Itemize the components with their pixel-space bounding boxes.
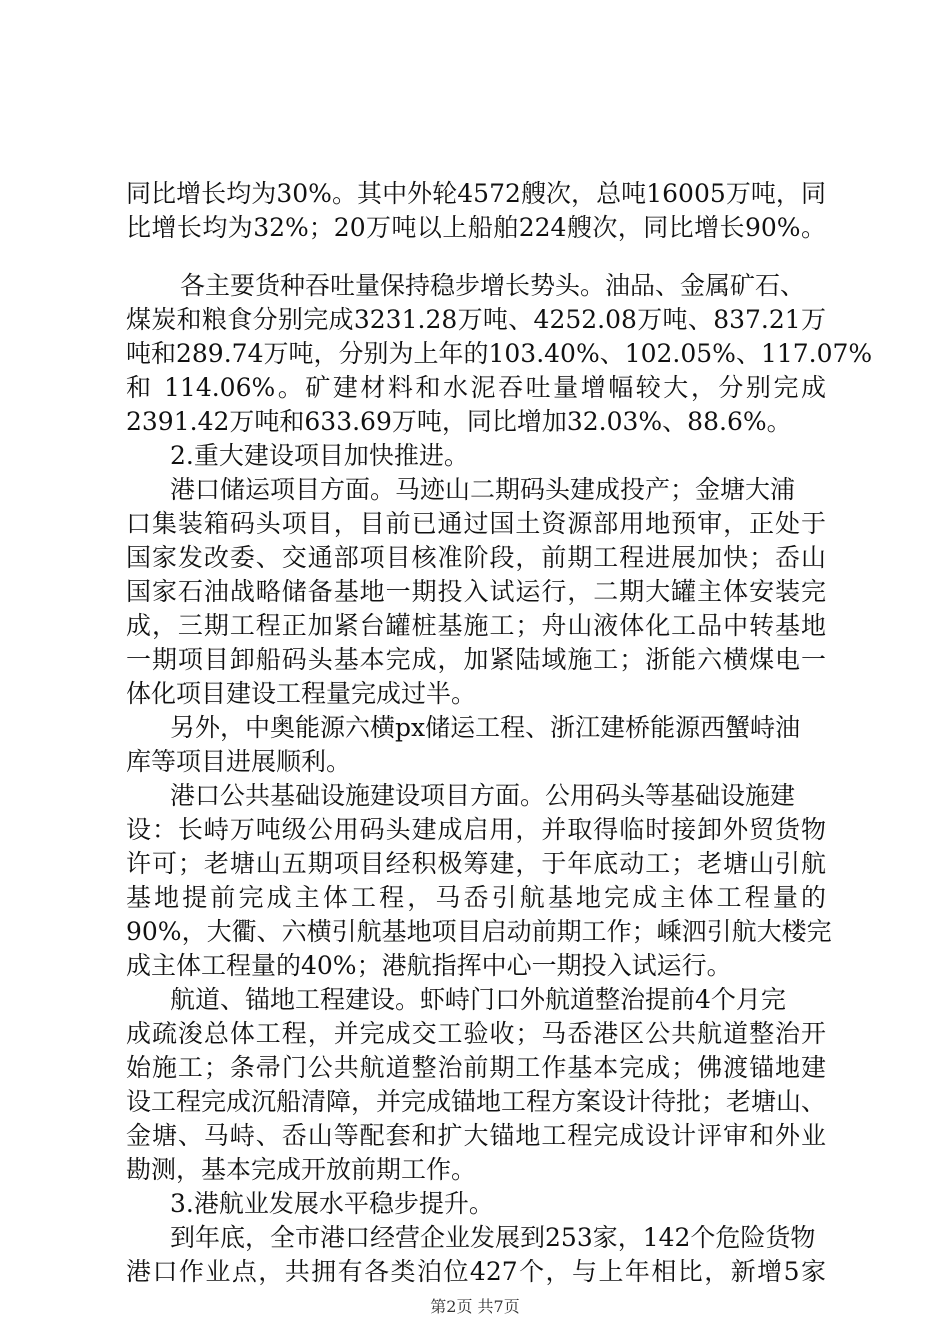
text-line: 国家石油战略储备基地一期投入试运行，二期大罐主体安装完 [126, 577, 826, 606]
text-line: 金塘、马峙、岙山等配套和扩大锚地工程完成设计评审和外业 [126, 1121, 826, 1150]
section-heading: 3.港航业发展水平稳步提升。 [170, 1189, 494, 1218]
text-line: 始施工；条帚门公共航道整治前期工作基本完成；佛渡锚地建 [126, 1053, 826, 1082]
text-line: 另外，中奥能源六横px储运工程、浙江建桥能源西蟹峙油 [170, 713, 801, 742]
text-line: 成，三期工程正加紧台罐桩基施工；舟山液体化工品中转基地 [126, 611, 826, 640]
page-footer: 第2页 共7页 [430, 1297, 520, 1316]
text-line: 勘测，基本完成开放前期工作。 [126, 1155, 477, 1184]
text-line: 体化项目建设工程量完成过半。 [126, 679, 477, 708]
text-line: 到年底，全市港口经营企业发展到253家，142个危险货物 [170, 1223, 816, 1252]
text-line: 设工程完成沉船清障，并完成锚地工程方案设计待批；老塘山、 [126, 1087, 827, 1116]
text-line: 同比增长均为30%。其中外轮4572艘次，总吨16005万吨，同 [126, 179, 826, 208]
text-line: 90%，大衢、六横引航基地项目启动前期工作；嵊泗引航大楼完 [126, 917, 832, 946]
text-line: 2391.42万吨和633.69万吨，同比增加32.03%、88.6%。 [126, 407, 792, 436]
text-line: 和 114.06%。矿建材料和水泥吞吐量增幅较大，分别完成 [126, 373, 826, 402]
text-line: 成疏浚总体工程，并完成交工验收；马岙港区公共航道整治开 [126, 1019, 826, 1048]
text-line: 基地提前完成主体工程，马岙引航基地完成主体工程量的 [126, 883, 826, 912]
text-line: 港口储运项目方面。马迹山二期码头建成投产；金塘大浦 [170, 475, 796, 504]
text-line: 航道、锚地工程建设。虾峙门口外航道整治提前4个月完 [170, 985, 786, 1014]
text-line: 一期项目卸船码头基本完成，加紧陆域施工；浙能六横煤电一 [126, 645, 826, 674]
text-line: 许可；老塘山五期项目经积极筹建，于年底动工；老塘山引航 [126, 849, 826, 878]
text-line: 各主要货种吞吐量保持稳步增长势头。油品、金属矿石、 [180, 271, 806, 300]
section-heading: 2.重大建设项目加快推进。 [170, 441, 469, 470]
text-line: 比增长均为32%；20万吨以上船舶224艘次，同比增长90%。 [126, 213, 826, 242]
text-line: 煤炭和粮食分别完成3231.28万吨、4252.08万吨、837.21万 [126, 305, 826, 334]
text-line: 库等项目进展顺利。 [126, 747, 352, 776]
text-line: 成主体工程量的40%；港航指挥中心一期投入试运行。 [126, 951, 732, 980]
text-line: 口集装箱码头项目，目前已通过国土资源部用地预审，正处于 [126, 509, 826, 538]
text-line: 港口公共基础设施建设项目方面。公用码头等基础设施建 [170, 781, 796, 810]
text-line: 吨和289.74万吨，分别为上年的103.40%、102.05%、117.07% [126, 339, 873, 368]
text-line: 国家发改委、交通部项目核准阶段，前期工程进展加快；岙山 [126, 543, 826, 572]
text-line: 港口作业点，共拥有各类泊位427个，与上年相比，新增5家 [126, 1257, 826, 1286]
text-line: 设：长峙万吨级公用码头建成启用，并取得临时接卸外贸货物 [126, 815, 826, 844]
